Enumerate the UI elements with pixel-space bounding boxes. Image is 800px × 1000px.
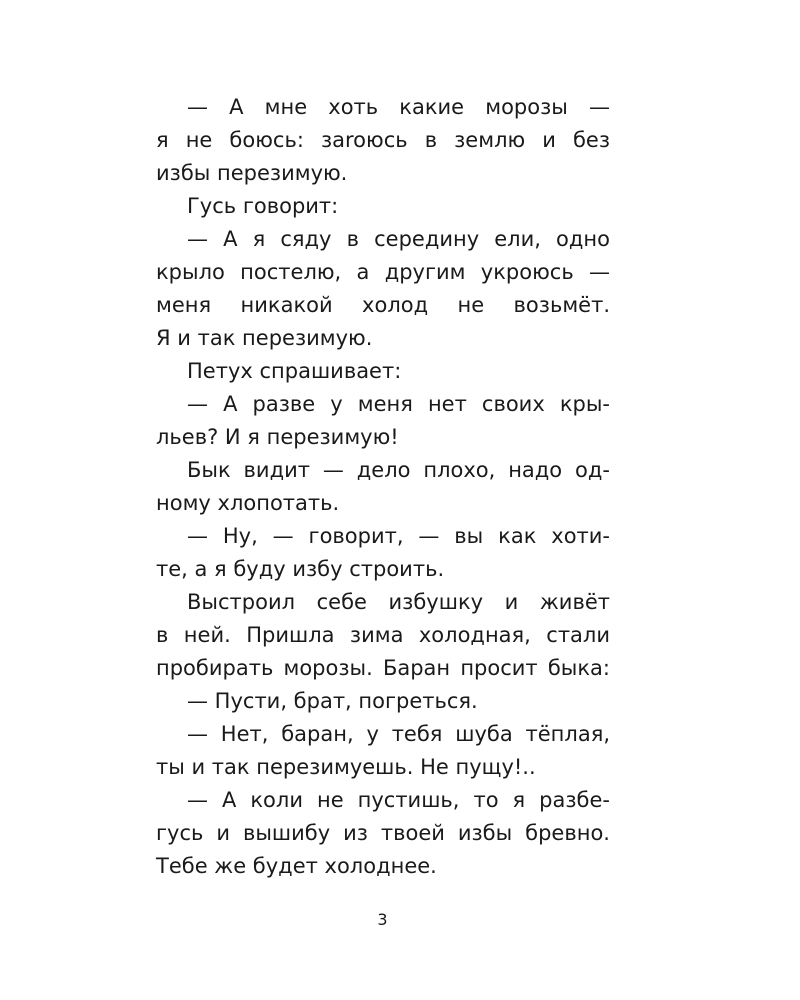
text-line: Я и так перезимую. xyxy=(156,326,373,350)
text-line: Выстроил себе избушку и живёт xyxy=(187,590,610,614)
text-line: Петух спрашивает: xyxy=(187,359,402,383)
page-number: 3 xyxy=(377,910,388,929)
text-line: — А коли не пустишь, то я разбе- xyxy=(187,788,610,812)
story-text xyxy=(156,91,610,883)
text-line: избы перезимую. xyxy=(156,161,348,185)
text-line: крыло постелю, а другим укроюсь — xyxy=(156,260,610,284)
text-line: — Нет, баран, у тебя шуба тёплая, xyxy=(187,722,610,746)
text-line: — А я сяду в середину ели, одно xyxy=(187,227,610,251)
text-line: пробирать морозы. Баран просит быка: xyxy=(156,656,610,680)
text-line: Тебе же будет холоднее. xyxy=(156,854,437,878)
text-line: — Ну, — говорит, — вы как хоти- xyxy=(187,524,610,548)
text-line: ному хлопотать. xyxy=(156,491,340,515)
text-line: — Пусти, брат, погреться. xyxy=(187,689,478,713)
text-line: Гусь говорит: xyxy=(187,194,339,218)
text-line: те, а я буду избу строить. xyxy=(156,557,445,581)
text-line: я не боюсь: заroюсь в землю и без xyxy=(156,128,610,152)
text-line: Бык видит — дело плохо, надо од- xyxy=(187,458,610,482)
text-line: — А мне хоть какие морозы — xyxy=(187,95,610,119)
text-line: ты и так перезимуешь. Не пущу!.. xyxy=(156,755,536,779)
text-line: в ней. Пришла зима холодная, стали xyxy=(156,623,610,647)
text-line: меня никакой холод не возьмёт. xyxy=(156,293,610,317)
text-line: льев? И я перезимую! xyxy=(156,425,399,449)
text-line: гусь и вышибу из твоей избы бревно. xyxy=(156,821,610,845)
text-line: — А разве у меня нет своих кры- xyxy=(187,392,610,416)
